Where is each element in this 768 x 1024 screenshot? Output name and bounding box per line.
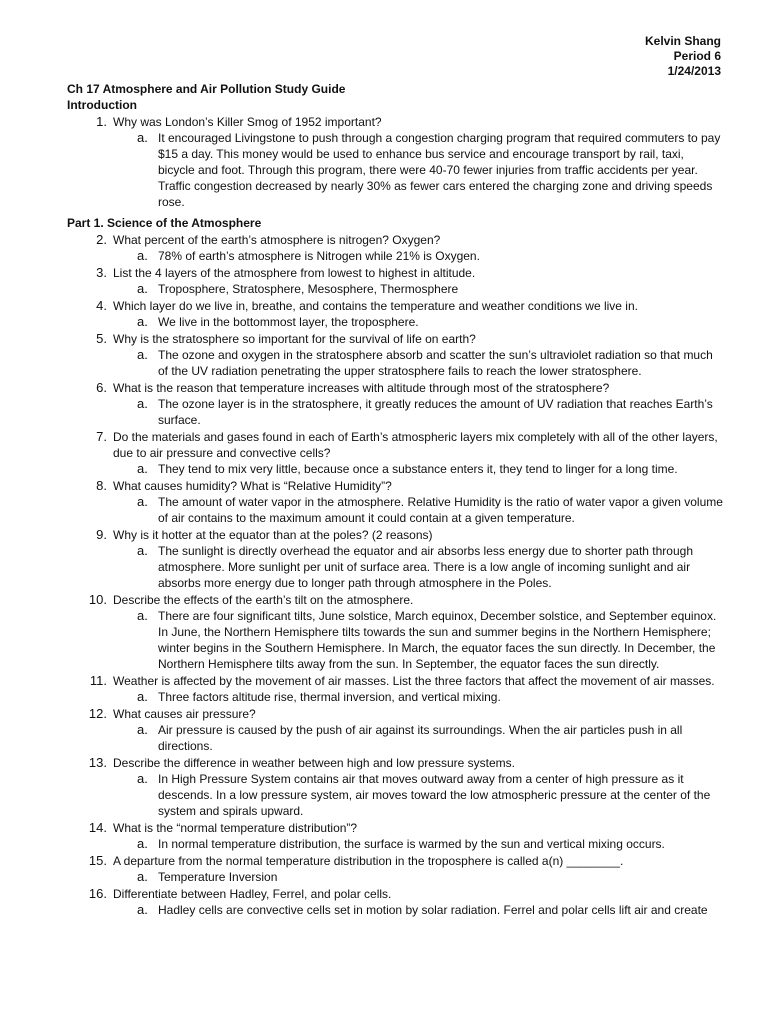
document-date: 1/24/2013 — [667, 64, 721, 78]
question-item — [67, 592, 723, 672]
answer-text: In normal temperature distribution, the surface is warmed by the sun and vertical mixing occurs. — [158, 837, 665, 851]
question-number: 8. — [96, 478, 107, 493]
question — [67, 886, 723, 902]
student-name: Kelvin Shang — [644, 34, 721, 48]
question-number: 12. — [88, 706, 107, 721]
question-text: Do the materials and gases found in each of Earth’s atmospheric layers mix completely with all of the other layers, due to air pressure and convective cells? — [113, 430, 718, 460]
question — [67, 298, 723, 314]
question-text: Which layer do we live in, breathe, and contains the temperature and weather conditions we live in. — [113, 299, 638, 313]
answer-label: a. — [137, 689, 148, 704]
answer-label: a. — [137, 869, 148, 884]
question-item — [67, 886, 723, 918]
answer — [67, 461, 723, 477]
answer — [67, 836, 723, 852]
answer-label: a. — [137, 722, 148, 737]
answer-label: a. — [137, 396, 148, 411]
question-number: 2. — [96, 232, 107, 247]
answer-text: The sunlight is directly overhead the equator and air absorbs less energy due to shorter path through atmosphere. More sunlight per unit of surface area. There is a low angle of incoming sunlight and air absorbs more energy due to longer path through atmosphere in the Poles. — [158, 544, 693, 590]
question-item — [67, 478, 723, 526]
question-item — [67, 755, 723, 819]
answer — [67, 902, 723, 918]
question-number: 6. — [96, 380, 107, 395]
question-number: 16. — [88, 886, 107, 901]
answer — [67, 689, 723, 705]
question-number: 11. — [89, 673, 107, 688]
question-item — [67, 853, 723, 885]
question-item — [67, 232, 723, 264]
answer-text: Air pressure is caused by the push of air against its surroundings. When the air particles push in all directions. — [158, 723, 683, 753]
question-text: What is the reason that temperature increases with altitude through most of the stratosphere? — [113, 381, 610, 395]
class-period: Period 6 — [673, 49, 721, 63]
part-1-question-list — [67, 232, 723, 918]
question — [67, 706, 723, 722]
answer — [67, 771, 723, 819]
question-text: Describe the difference in weather between high and low pressure systems. — [113, 756, 515, 770]
answer-text: It encouraged Livingstone to push through a congestion charging program that required commuters to pay $15 a day. This money would be used to enhance bus service and encourage transport by rail, taxi, bicycle and foot. Through this program, there were 40-70 fewer injuries from traffic accidents per year. Traffic congestion decreased by nearly 30% as fewer cars entered the charging zone and driving speeds rose. — [158, 131, 721, 209]
answer-text: We live in the bottommost layer, the troposphere. — [158, 315, 419, 329]
answer-text: There are four significant tilts, June solstice, March equinox, December solstice, and September equinox. In June, the Northern Hemisphere tilts towards the sun and summer begins in the Northern Hemisphere; winter begins in the Southern Hemisphere. In March, the equator faces the sun directly. In December, the Northern Hemisphere tilts away from the sun. In September, the equator faces the sun directly. — [158, 609, 717, 671]
answer-label: a. — [137, 314, 148, 329]
introduction-question-list — [67, 114, 723, 210]
question-item — [67, 331, 723, 379]
question-item — [67, 820, 723, 852]
section-heading-part-1: Part 1. Science of the Atmosphere — [67, 216, 262, 230]
question-item — [67, 298, 723, 330]
question-item — [67, 114, 723, 210]
question-text: A departure from the normal temperature distribution in the troposphere is called a(n) ________. — [113, 854, 624, 868]
section-heading-introduction: Introduction — [67, 98, 137, 112]
question-number: 13. — [88, 755, 107, 770]
question — [67, 114, 723, 130]
question — [67, 331, 723, 347]
question-number: 3. — [96, 265, 107, 280]
answer — [67, 869, 723, 885]
question — [67, 755, 723, 771]
question-text: Why is the stratosphere so important for the survival of life on earth? — [113, 332, 476, 346]
question — [67, 429, 723, 461]
question-number: 15. — [88, 853, 107, 868]
answer-label: a. — [137, 771, 148, 786]
answer-text: They tend to mix very little, because once a substance enters it, they tend to linger for a long time. — [158, 462, 678, 476]
question-number: 4. — [96, 298, 107, 313]
question-text: What is the “normal temperature distribution”? — [113, 821, 358, 835]
answer — [67, 248, 723, 264]
answer-label: a. — [137, 347, 148, 362]
answer — [67, 722, 723, 754]
question-number: 9. — [96, 527, 107, 542]
question-item — [67, 706, 723, 754]
question — [67, 853, 723, 869]
answer-text: 78% of earth’s atmosphere is Nitrogen while 21% is Oxygen. — [158, 249, 480, 263]
answer-text: Temperature Inversion — [158, 870, 278, 884]
answer — [67, 396, 723, 428]
answer — [67, 608, 723, 672]
question-number: 7. — [96, 429, 107, 444]
question-text: Weather is affected by the movement of air masses. List the three factors that affect the movement of air masses. — [113, 674, 715, 688]
answer-text: The ozone and oxygen in the stratosphere absorb and scatter the sun’s ultraviolet radiation so that much of the UV radiation penetrating the upper stratosphere fails to reach the lower stratosphere. — [158, 348, 713, 378]
answer-label: a. — [137, 494, 148, 509]
question-text: Why is it hotter at the equator than at the poles? (2 reasons) — [113, 528, 433, 542]
answer-label: a. — [137, 130, 148, 145]
question-text: List the 4 layers of the atmosphere from lowest to highest in altitude. — [113, 266, 476, 280]
answer — [67, 347, 723, 379]
document-title: Ch 17 Atmosphere and Air Pollution Study Guide — [67, 82, 346, 96]
question-item — [67, 265, 723, 297]
question — [67, 673, 723, 689]
question-item — [67, 429, 723, 477]
question-item — [67, 673, 723, 705]
answer-text: The amount of water vapor in the atmosphere. Relative Humidity is the ratio of water vapor a given volume of air contains to the maximum amount it could contain at a given temperature. — [158, 495, 723, 525]
answer — [67, 281, 723, 297]
question-text: What percent of the earth’s atmosphere is nitrogen? Oxygen? — [113, 233, 441, 247]
question-item — [67, 527, 723, 591]
answer-text: The ozone layer is in the stratosphere, it greatly reduces the amount of UV radiation that reaches Earth’s surface. — [158, 397, 713, 427]
answer — [67, 543, 723, 591]
question-text: Why was London’s Killer Smog of 1952 important? — [113, 115, 382, 129]
question-number: 5. — [96, 331, 107, 346]
question-number: 14. — [88, 820, 107, 835]
question — [67, 592, 723, 608]
answer-label: a. — [137, 461, 148, 476]
question-text: Differentiate between Hadley, Ferrel, and polar cells. — [113, 887, 392, 901]
student-header — [645, 34, 721, 79]
answer-label: a. — [137, 248, 148, 263]
answer — [67, 130, 723, 210]
question-item — [67, 380, 723, 428]
answer — [67, 494, 723, 526]
study-guide-content — [67, 81, 723, 918]
question-text: What causes humidity? What is “Relative Humidity”? — [113, 479, 392, 493]
question-number: 10. — [88, 592, 107, 607]
question — [67, 478, 723, 494]
answer — [67, 314, 723, 330]
question — [67, 380, 723, 396]
question — [67, 527, 723, 543]
answer-text: In High Pressure System contains air that moves outward away from a center of high pressure as it descends. In a low pressure system, air moves toward the low atmospheric pressure at the center of the system and spirals upward. — [158, 772, 711, 818]
answer-label: a. — [137, 836, 148, 851]
question — [67, 232, 723, 248]
answer-label: a. — [137, 902, 148, 917]
answer-label: a. — [137, 281, 148, 296]
answer-text: Hadley cells are convective cells set in motion by solar radiation. Ferrel and polar cells lift air and create — [158, 903, 708, 917]
answer-text: Three factors altitude rise, thermal inversion, and vertical mixing. — [158, 690, 501, 704]
answer-label: a. — [137, 543, 148, 558]
answer-text: Troposphere, Stratosphere, Mesosphere, Thermosphere — [158, 282, 459, 296]
question — [67, 265, 723, 281]
question-number: 1. — [96, 114, 107, 129]
answer-label: a. — [137, 608, 148, 623]
question — [67, 820, 723, 836]
question-text: Describe the effects of the earth’s tilt on the atmosphere. — [113, 593, 414, 607]
question-text: What causes air pressure? — [113, 707, 256, 721]
